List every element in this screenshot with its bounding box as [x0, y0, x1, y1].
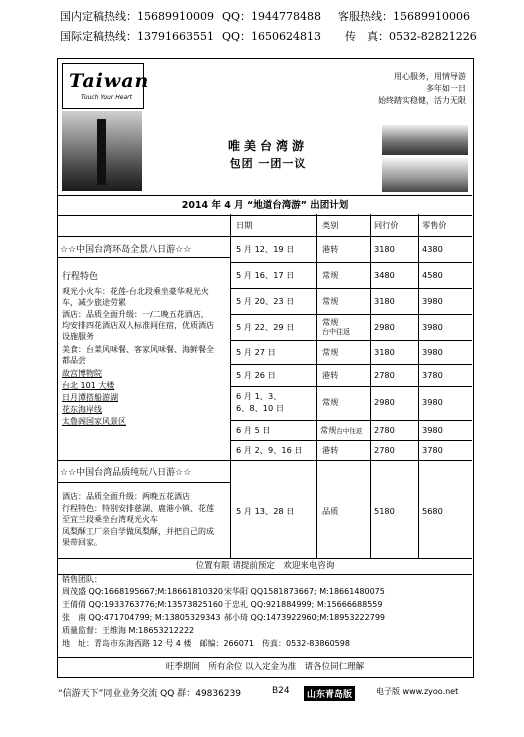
route1-line: 车，减少旅途劳累 — [62, 298, 126, 307]
sales-contact: 宋华阳 QQ1581873667; M:18661480075 — [224, 587, 385, 596]
ad-frame — [57, 58, 474, 678]
col-header-retail: 零售价 — [422, 220, 447, 230]
row9-retail: 3780 — [422, 445, 443, 455]
row10-date: 5 月 13、28 日 — [236, 506, 295, 516]
row7-retail: 3980 — [422, 397, 443, 407]
row4-date: 5 月 22、29 日 — [236, 322, 295, 332]
row9-peer: 2780 — [374, 445, 395, 455]
domestic-hotline: 国内定稿热线：15689910009 — [60, 10, 214, 23]
slogan-3: 始终踏实稳健，活力无限 — [378, 96, 466, 105]
row3-type: 常规 — [322, 296, 339, 306]
route1-line: 日月潭搭船游湖 — [62, 393, 118, 402]
row9-date: 6 月 2、9、16 日 — [236, 445, 303, 455]
route2-line: 凤梨酥工厂亲自学做凤梨酥，并把自己的成 — [62, 527, 214, 536]
route1-line: 酒店：品质全面升级：一/二晚五花酒店， — [62, 310, 209, 319]
qq-group-note: “信游天下”同业业务交流 QQ 群：49836239 — [58, 689, 242, 699]
row6-peer: 2780 — [374, 370, 395, 380]
row7-date: 6 月 1、3、 — [236, 391, 282, 401]
hotline-header — [0, 0, 524, 56]
route2-line: 酒店：品质全面升级：两晚五花酒店 — [62, 492, 190, 501]
route1-line: 台北 101 大楼 — [62, 381, 115, 390]
route1-line: 都品尝 — [62, 356, 86, 365]
intl-hotline: 国际定稿热线：13791663551 — [60, 30, 214, 43]
domestic-qq: QQ：1944778488 — [222, 10, 322, 23]
ad-header — [58, 59, 472, 194]
row9-type: 港转 — [322, 445, 339, 455]
row2-retail: 4580 — [422, 270, 443, 280]
logo-wordmark: Taiwan — [69, 70, 150, 92]
row4-type: 常规 — [322, 317, 339, 327]
route2-line: 果带回家。 — [62, 538, 102, 547]
intl-qq: QQ：1650624813 — [222, 30, 322, 43]
row10-type: 品质 — [322, 506, 339, 516]
col-header-date: 日期 — [236, 220, 253, 230]
landscape-photo — [382, 157, 468, 192]
col-header-type: 类别 — [322, 220, 339, 230]
company-address: 地 址：青岛市东海西路 12 号 4 楼 邮编：266071 传真：0532-83860598 — [62, 639, 350, 648]
peak-season-note: 旺季期间 所有余位 以入定金为准 请各位同仁理解 — [58, 657, 472, 677]
fax-number: 传 真：0532-82821226 — [345, 30, 477, 43]
slogan-1: 用心服务，用情导游 — [394, 72, 466, 81]
row1-peer: 3180 — [374, 244, 395, 254]
schedule-table — [58, 214, 472, 564]
row6-retail: 3780 — [422, 370, 443, 380]
row10-retail: 5680 — [422, 506, 443, 516]
row4-type-note: 台中往返 — [322, 328, 350, 336]
row5-type: 常规 — [322, 347, 339, 357]
sales-contact: 周茂盛 QQ:1668195667;M:18661810320 — [62, 587, 224, 596]
route1-line: 观光小火车：花莲-台北段乘坐豪华观光火 — [62, 287, 209, 296]
logo-tagline: Touch Your Heart — [81, 94, 132, 101]
headline-sub: 包团 一团一议 — [229, 157, 307, 170]
route1-heading: 行程特色 — [62, 272, 99, 282]
quality-supervisor: 质量监督：王维海 M:18653212222 — [62, 626, 195, 635]
route1-line: 太鲁阁国家风景区 — [62, 417, 126, 426]
row4-peer: 2980 — [374, 322, 395, 332]
route1-title: ☆☆中国台湾环岛全景八日游☆☆ — [60, 245, 192, 255]
row7-peer: 2980 — [374, 397, 395, 407]
sales-title: 销售团队： — [62, 575, 102, 584]
route1-line: 美食：台菜风味餐、客家风味餐、海鲜餐全 — [62, 345, 214, 354]
row8-peer: 2780 — [374, 425, 395, 435]
route1-line: 设施服务 — [62, 332, 94, 341]
row3-date: 5 月 20、23 日 — [236, 296, 295, 306]
sales-contact: 张 南 QQ:471704799; M:13805329343 — [62, 613, 221, 622]
row1-date: 5 月 12、19 日 — [236, 244, 295, 254]
edition-badge: 山东青岛版 — [304, 686, 355, 701]
row3-retail: 3980 — [422, 296, 443, 306]
service-hotline: 客服热线：15689910006 — [338, 10, 470, 23]
col-header-peer: 同行价 — [374, 220, 399, 230]
slogan-2: 多年如一日 — [426, 84, 466, 93]
sales-contact: 郝小琦 QQ:1473922960;M:18953222799 — [224, 613, 386, 622]
row2-peer: 3480 — [374, 270, 395, 280]
row4-retail: 3980 — [422, 322, 443, 332]
page-number: B24 — [272, 686, 290, 696]
plan-title: 2014 年 4 月 “地道台湾游” 出团计划 — [58, 195, 472, 216]
row5-retail: 3980 — [422, 347, 443, 357]
row2-date: 5 月 16、17 日 — [236, 270, 295, 280]
booking-notice: 位置有限 请提前预定 欢迎来电咨询 — [58, 558, 472, 575]
row8-date: 6 月 5 日 — [236, 425, 271, 435]
route2-line: 至宜兰段乘坐台湾观光火车 — [62, 515, 158, 524]
route2-title: ☆☆中国台湾品质纯玩八日游☆☆ — [60, 468, 192, 478]
route1-line: 均安排四花酒店双人标准间住宿，优质酒店 — [62, 321, 214, 330]
row5-date: 5 月 27 日 — [236, 347, 276, 357]
taiwan-logo — [62, 63, 150, 109]
row3-peer: 3180 — [374, 296, 395, 306]
row6-type: 港转 — [322, 370, 339, 380]
route2-line: 行程特色：特别安排慈湖、鹿港小镇、花莲 — [62, 504, 214, 513]
sales-contact: 王倩倩 QQ:1933763776;M:13573825160 — [62, 600, 224, 609]
row7-date-2: 6、8、10 日 — [236, 403, 285, 413]
row6-date: 5 月 26 日 — [236, 370, 276, 380]
row1-type: 港转 — [322, 244, 339, 254]
row8-retail: 3980 — [422, 425, 443, 435]
route1-line: 花东海岸线 — [62, 405, 102, 414]
row8-type: 常规台中往返 — [320, 425, 363, 435]
row5-peer: 3180 — [374, 347, 395, 357]
row1-retail: 4380 — [422, 244, 443, 254]
route1-line: 故宫博物院 — [62, 369, 102, 378]
page-footer — [58, 684, 478, 700]
headline-main: 唯美台湾游 — [227, 139, 308, 153]
mountain-photo — [382, 125, 468, 155]
row2-type: 常规 — [322, 270, 339, 280]
taipei-101-photo — [62, 111, 142, 191]
row10-peer: 5180 — [374, 506, 395, 516]
row7-type: 常规 — [322, 397, 339, 407]
sales-contact: 于忠礼 QQ:921884999; M:15666688559 — [224, 600, 383, 609]
website-note: 电子版 www.zyoo.net — [376, 687, 459, 696]
